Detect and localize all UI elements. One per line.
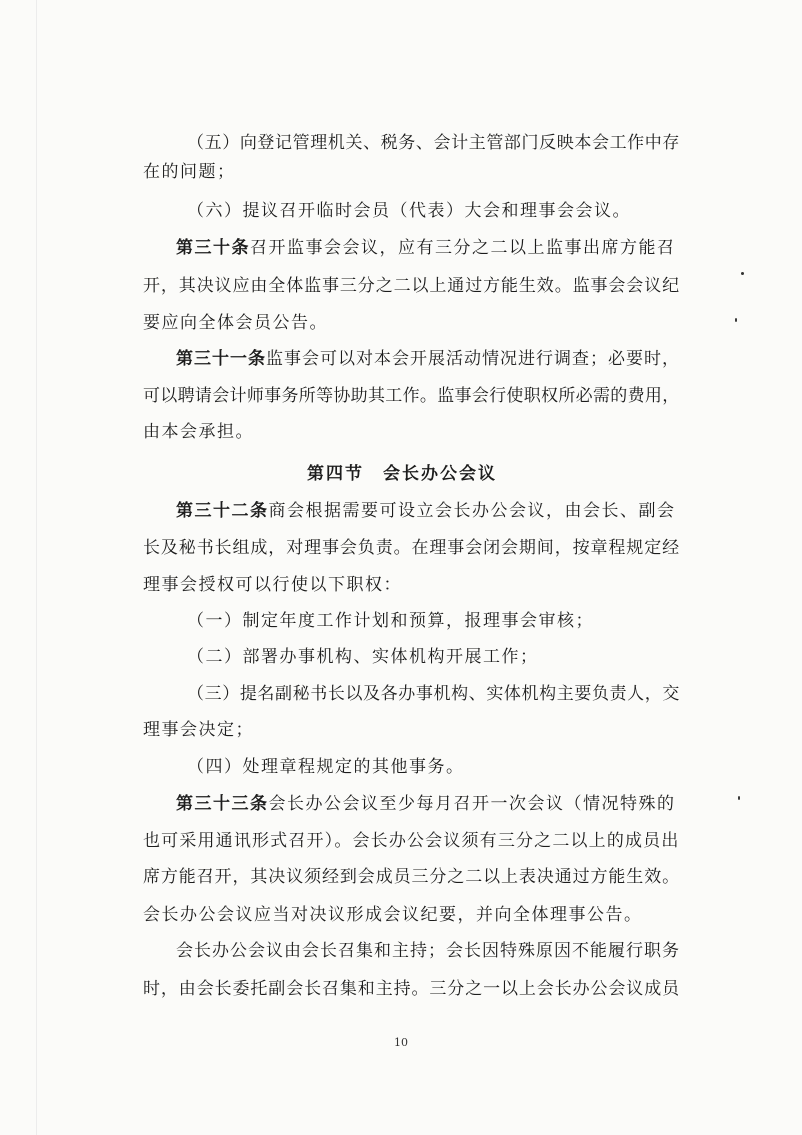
body-line: 可以聘请会计师事务所等协助其工作。监事会行使职权所必需的费用， [143,386,680,406]
body-line: （一）制定年度工作计划和预算，报理事会审核； [187,611,594,631]
article-32-line: 第三十二条商会根据需要可设立会长办公会议，由会长、副会 [176,501,676,521]
body-line: 会长办公会议由会长召集和主持；会长因特殊原因不能履行职务 [176,941,680,961]
scan-speck [741,272,744,275]
body-line: （四）处理章程规定的其他事务。 [187,757,465,777]
body-line: （六）提议召开临时会员（代表）大会和理事会会议。 [187,201,631,221]
body-line: 时，由会长委托副会长召集和主持。三分之一以上会长办公会议成员 [143,979,680,999]
article-number: 第三十一条 [176,349,266,369]
body-line: 要应向全体会员公告。 [143,313,328,333]
scan-speck [735,318,737,322]
scan-speck [738,796,740,800]
body-line: （二）部署办事机构、实体机构开展工作； [187,647,539,667]
body-line: 由本会承担。 [143,422,254,442]
article-number: 第三十条 [176,238,250,258]
body-line: 也可采用通讯形式召开）。会长办公会议须有三分之二以上的成员出 [143,831,680,851]
article-33-line: 第三十三条会长办公会议至少每月召开一次会议（情况特殊的 [176,794,676,814]
article-number: 第三十三条 [176,794,269,814]
body-line: （五）向登记管理机关、税务、会计主管部门反映本会工作中存 [187,133,680,153]
body-line: 席方能召开，其决议须经到会成员三分之二以上表决通过方能生效。 [143,867,680,887]
body-line: 会长办公会议应当对决议形成会议纪要，并向全体理事公告。 [143,905,643,925]
article-number: 第三十二条 [176,501,269,521]
body-line: 长及秘书长组成，对理事会负责。在理事会闭会期间，按章程规定经 [143,538,680,558]
page-number: 10 [394,1036,408,1049]
body-line: 在的问题； [143,162,236,182]
body-line: 开，其决议应由全体监事三分之二以上通过方能生效。监事会会议纪 [143,276,680,296]
article-31-line: 第三十一条监事会可以对本会开展活动情况进行调查；必要时， [176,349,680,369]
body-line: （三）提名副秘书长以及各办事机构、实体机构主要负责人，交 [187,684,680,704]
scan-edge [36,0,37,1135]
article-30-line: 第三十条召开监事会会议，应有三分之二以上监事出席方能召 [176,238,676,258]
body-line: 理事会决定； [143,720,254,740]
body-line: 理事会授权可以行使以下职权： [143,575,402,595]
section-heading: 第四节 会长办公会议 [307,464,497,484]
